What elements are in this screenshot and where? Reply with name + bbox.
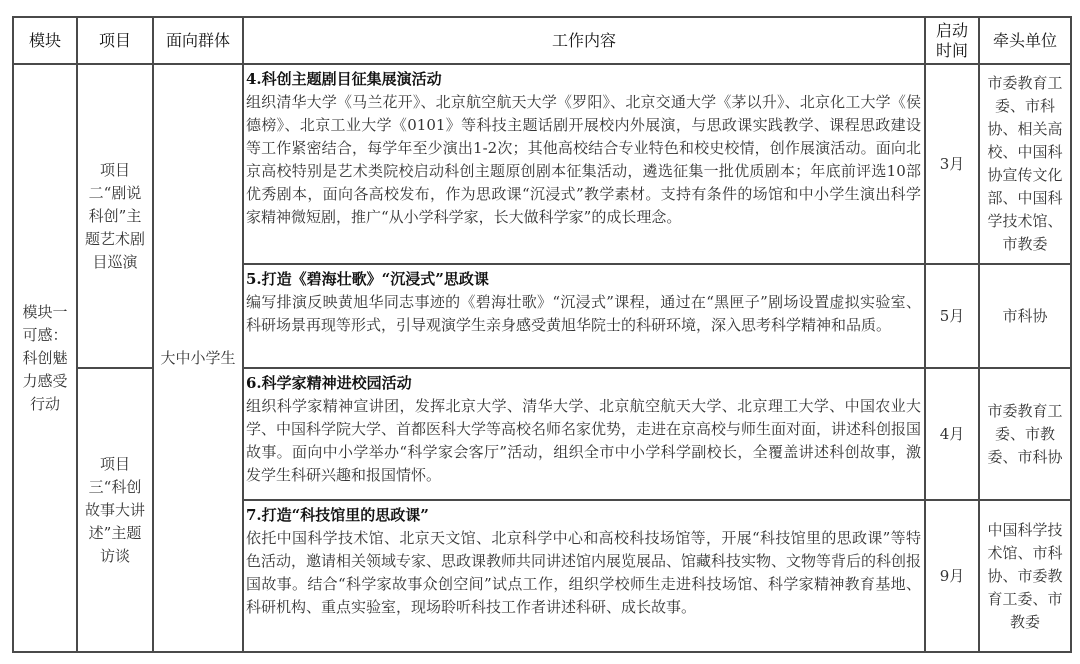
work-body: 组织科学家精神宣讲团，发挥北京大学、清华大学、北京航空航天大学、北京理工大学、中国农业大学、中国科学院大学、首都医科大学等高校名师名家优势，走进在京高校与师生面对面，讲述科创报国故事。面向中小学举办“科学家会客厅”活动，组织全市中小学科学副校长，全覆盖讲述科创故事，激发学生科研兴趣和报国情怀。 bbox=[246, 397, 922, 484]
header-module: 模块 bbox=[13, 17, 77, 64]
project-cell: 项目二“剧说科创”主题艺术剧目巡演 bbox=[77, 64, 153, 368]
start-time-cell: 4月 bbox=[925, 368, 979, 500]
header-content: 工作内容 bbox=[243, 17, 925, 64]
lead-unit-cell: 市科协 bbox=[979, 264, 1071, 368]
work-title: 5.打造《碧海壮歌》“沉浸式”思政课 bbox=[246, 270, 489, 288]
work-body: 编写排演反映黄旭华同志事迹的《碧海壮歌》“沉浸式”课程，通过在“黑匣子”剧场设置虚拟实验室、科研场景再现等形式，引导观演学生亲身感受黄旭华院士的科研环境，深入思考科学精神和品质。 bbox=[246, 293, 921, 334]
work-content-cell bbox=[243, 500, 925, 652]
work-content-cell bbox=[243, 64, 925, 264]
header-lead-unit: 牵头单位 bbox=[979, 17, 1071, 64]
work-title: 6.科学家精神进校园活动 bbox=[246, 374, 412, 392]
header-audience: 面向群体 bbox=[153, 17, 243, 64]
work-body: 依托中国科学技术馆、北京天文馆、北京科学中心和高校科技场馆等，开展“科技馆里的思政课”等特色活动，邀请相关领域专家、思政课教师共同讲述馆内展览展品、馆藏科技实物、文物等背后的科创报国故事。结合“科学家故事众创空间”试点工作，组织学校师生走进科技场馆、科学家精神教育基地、科研机构、重点实验室，现场聆听科技工作者讲述科研、成长故事。 bbox=[246, 529, 922, 616]
lead-unit-cell: 中国科学技术馆、市科协、市委教育工委、市教委 bbox=[979, 500, 1071, 652]
start-time-cell: 5月 bbox=[925, 264, 979, 368]
audience-cell: 大中小学生 bbox=[153, 64, 243, 652]
project-cell: 项目三“科创故事大讲述”主题访谈 bbox=[77, 368, 153, 652]
table-row bbox=[13, 64, 1071, 264]
work-content-cell bbox=[243, 264, 925, 368]
header-row bbox=[13, 17, 1071, 64]
lead-unit-cell: 市委教育工委、市科协、相关高校、中国科协宣传文化部、中国科学技术馆、市教委 bbox=[979, 64, 1071, 264]
module-cell: 模块一可感：科创魅力感受行动 bbox=[13, 64, 77, 652]
work-body: 组织清华大学《马兰花开》、北京航空航天大学《罗阳》、北京交通大学《茅以升》、北京化工大学《侯德榜》、北京工业大学《0101》等科技主题话剧开展校内外展演，与思政课实践教学、课程思政建设等工作紧密结合，每学年至少演出1-2次；其他高校结合专业特色和校史校情，创作展演活动。面向北京高校特别是艺术类院校启动科创主题原创剧本征集活动，遴选征集一批优质剧本；年底前评选10部优秀剧本，面向各高校发布，作为思政课“沉浸式”教学素材。支持有条件的场馆和中小学生演出科学家精神微短剧，推广“从小学科学家，长大做科学家”的成长理念。 bbox=[246, 93, 921, 226]
lead-unit-cell: 市委教育工委、市教委、市科协 bbox=[979, 368, 1071, 500]
work-content-cell bbox=[243, 368, 925, 500]
work-title: 7.打造“科技馆里的思政课” bbox=[246, 506, 429, 524]
header-start-time: 启动时间 bbox=[925, 17, 979, 64]
start-time-cell: 3月 bbox=[925, 64, 979, 264]
work-plan-table bbox=[12, 16, 1072, 653]
work-title: 4.科创主题剧目征集展演活动 bbox=[246, 70, 442, 88]
start-time-cell: 9月 bbox=[925, 500, 979, 652]
header-project: 项目 bbox=[77, 17, 153, 64]
